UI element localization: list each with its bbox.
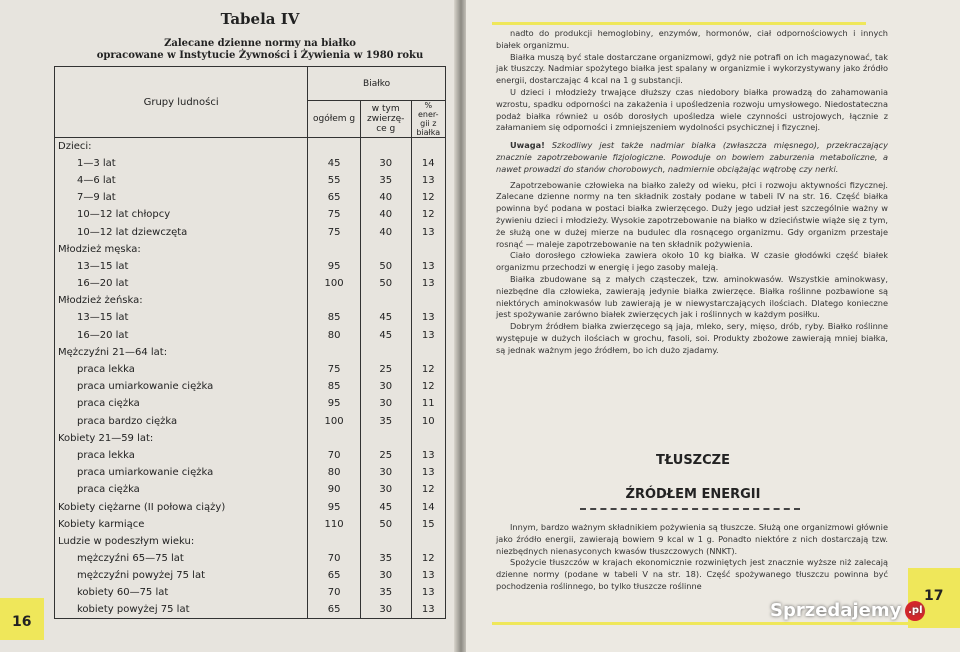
cell-animal: 50 (360, 258, 411, 275)
cell-energy-pct (411, 138, 445, 155)
cell-animal: 35 (360, 413, 411, 430)
cell-total: 55 (308, 172, 361, 189)
cell-energy-pct (411, 344, 445, 361)
table-row (55, 464, 446, 481)
warning-text: Szkodliwy jest także nadmiar białka (zwłaszcza mięsnego), przekraczający znacznie zapotrzebowanie fizjologiczne. Powoduje on bowiem zaburzenia metaboliczne, a nawet prowadzi do stanów chorobowych, nadmiernie obciążając wątrobę czy nerki. (496, 140, 888, 174)
cell-total: 110 (308, 516, 361, 533)
cell-total: 80 (308, 327, 361, 344)
cell-animal: 30 (360, 602, 411, 619)
table-subtitle (60, 38, 460, 62)
cell-energy-pct (411, 430, 445, 447)
row-label: Młodzież żeńska: (55, 292, 308, 309)
table-row (55, 223, 446, 240)
row-label: praca umiarkowanie ciężka (55, 464, 308, 481)
cell-total: 95 (308, 395, 361, 412)
cell-total: 65 (308, 602, 361, 619)
table-row (55, 292, 446, 309)
cell-animal: 25 (360, 447, 411, 464)
subtitle-line-1: Zalecane dzienne normy na białko (164, 38, 356, 49)
cell-energy-pct: 15 (411, 516, 445, 533)
row-label: Kobiety 21—59 lat: (55, 430, 308, 447)
paragraph: Ciało dorosłego człowieka zawiera około 10 kg białka. W czasie głodówki część białek organizmu przechodzi w energię i jego zasoby maleją. (496, 250, 888, 273)
row-label: kobiety 60—75 lat (55, 584, 308, 601)
table-row (55, 533, 446, 550)
cell-animal (360, 533, 411, 550)
row-label: praca ciężka (55, 481, 308, 498)
section-title-1: TŁUSZCZE (656, 453, 730, 468)
bottom-rule (492, 622, 912, 625)
header-protein: Białko (308, 67, 446, 101)
section-heading (568, 453, 818, 503)
cell-total: 70 (308, 550, 361, 567)
cell-total: 65 (308, 567, 361, 584)
cell-total: 95 (308, 258, 361, 275)
cell-energy-pct: 11 (411, 395, 445, 412)
cell-total: 80 (308, 464, 361, 481)
cell-energy-pct: 13 (411, 275, 445, 292)
row-label: Kobiety karmiące (55, 516, 308, 533)
section-divider (580, 508, 800, 510)
header-total: ogółem g (308, 101, 361, 138)
table-row (55, 567, 446, 584)
cell-energy-pct: 13 (411, 258, 445, 275)
cell-energy-pct: 12 (411, 378, 445, 395)
watermark-text: Sprzedajemy (770, 600, 902, 621)
page-number-right: 17 (924, 588, 944, 604)
cell-total: 100 (308, 413, 361, 430)
row-label: 16—20 lat (55, 275, 308, 292)
cell-energy-pct (411, 533, 445, 550)
table-row (55, 378, 446, 395)
cell-animal: 30 (360, 481, 411, 498)
row-label: 10—12 lat dziewczęta (55, 223, 308, 240)
cell-total: 100 (308, 275, 361, 292)
cell-animal: 35 (360, 172, 411, 189)
warning-paragraph (496, 140, 888, 175)
cell-energy-pct: 10 (411, 413, 445, 430)
table-row (55, 602, 446, 619)
cell-total: 45 (308, 155, 361, 172)
cell-animal: 30 (360, 378, 411, 395)
table-row (55, 258, 446, 275)
paragraph: Dobrym źródłem białka zwierzęcego są jaja, mleko, sery, mięso, drób, ryby. Białko roślinne występuje w dużych ilościach w grochu, fasoli, soi. Produkty zbożowe zawierają mniej białka, są jednak ważnym jego źródłem, bo ich dużo zjadamy. (496, 321, 888, 355)
top-rule (492, 22, 866, 25)
row-label: praca lekka (55, 447, 308, 464)
cell-energy-pct: 12 (411, 206, 445, 223)
cell-energy-pct: 13 (411, 567, 445, 584)
cell-animal: 35 (360, 584, 411, 601)
cell-animal: 40 (360, 223, 411, 240)
paragraph: U dzieci i młodzieży trwające dłuższy czas niedobory białka prowadzą do zahamowania wzrostu, spadku odporności na zakażenia i upośledzenia rozwoju umysłowego. Niedostateczna podaż białka również u osób dorosłych upośledza wiele czynności ustrojowych, łącznie z załamaniem się odporności i zmniejszeniem wydolności psychicznej i fizycznej. (496, 86, 888, 133)
cell-energy-pct: 12 (411, 550, 445, 567)
cell-total: 75 (308, 223, 361, 240)
paragraph: Białka muszą być stale dostarczane organizmowi, gdyż nie potrafi on ich magazynować, tak jak tłuszczy. Nadmiar spożytego białka jest spalany w organizmie i wykorzystywany jako źródło energii, dostarczając 4 kcal na 1 g substancji. (496, 51, 888, 86)
cell-energy-pct: 12 (411, 361, 445, 378)
cell-total: 70 (308, 584, 361, 601)
cell-energy-pct (411, 292, 445, 309)
table-row (55, 275, 446, 292)
cell-animal: 50 (360, 275, 411, 292)
cell-energy-pct: 14 (411, 155, 445, 172)
subtitle-line-2: opracowane w Instytucie Żywności i Żywienia w 1980 roku (96, 50, 424, 61)
row-label: Ludzie w podeszłym wieku: (55, 533, 308, 550)
warning-label: Uwaga! (510, 140, 545, 151)
cell-animal: 30 (360, 567, 411, 584)
table-title: Tabela IV (220, 10, 300, 28)
cell-total: 95 (308, 498, 361, 515)
cell-energy-pct: 13 (411, 172, 445, 189)
header-group: Grupy ludności (55, 67, 308, 138)
cell-energy-pct: 13 (411, 464, 445, 481)
header-animal: w tym zwierzę-ce g (360, 101, 411, 138)
table-row (55, 155, 446, 172)
cell-total (308, 292, 361, 309)
row-label: praca lekka (55, 361, 308, 378)
right-text-block-2 (496, 522, 888, 593)
row-label: praca bardzo ciężka (55, 413, 308, 430)
table-row (55, 584, 446, 601)
table-row (55, 413, 446, 430)
table-row (55, 206, 446, 223)
cell-animal: 35 (360, 550, 411, 567)
cell-energy-pct: 13 (411, 584, 445, 601)
paragraph: Zapotrzebowanie człowieka na białko zależy od wieku, płci i rozwoju aktywności fizycznej. Zalecane dzienne normy na ten składnik zostały podane w tabeli IV na str. 16. Część białka powinna być podana w postaci białka zwierzęcego. Duży jego udział jest szczególnie ważny w żywieniu dzieci i młodzieży. Wysokie zapotrzebowanie na białko w dzieciństwie wiąże się z tym, że służą one w dużej mierze na budulec dla rosnącego organizmu. Gdy organizm przestaje rosnąć — maleje zapotrzebowanie na ten składnik pożywienia. (496, 179, 888, 249)
table-row (55, 516, 446, 533)
table-row (55, 189, 446, 206)
row-label: Młodzież męska: (55, 241, 308, 258)
watermark-logo-icon: .pl (905, 601, 925, 621)
cell-animal: 40 (360, 206, 411, 223)
cell-energy-pct: 12 (411, 189, 445, 206)
cell-total (308, 533, 361, 550)
cell-energy-pct: 14 (411, 498, 445, 515)
cell-animal (360, 430, 411, 447)
row-label: 13—15 lat (55, 258, 308, 275)
row-label: 4—6 lat (55, 172, 308, 189)
cell-total: 65 (308, 189, 361, 206)
row-label: Kobiety ciężarne (II połowa ciąży) (55, 498, 308, 515)
cell-energy-pct: 13 (411, 602, 445, 619)
right-text-block-1 (496, 28, 888, 357)
cell-energy-pct: 13 (411, 327, 445, 344)
protein-norms-table (54, 66, 446, 619)
row-label: praca umiarkowanie ciężka (55, 378, 308, 395)
table-body (55, 138, 446, 619)
cell-animal (360, 138, 411, 155)
row-label: mężczyźni 65—75 lat (55, 550, 308, 567)
row-label: Dzieci: (55, 138, 308, 155)
table-row (55, 361, 446, 378)
cell-total: 85 (308, 309, 361, 326)
cell-total (308, 241, 361, 258)
paragraph: Innym, bardzo ważnym składnikiem pożywienia są tłuszcze. Służą one organizmowi głównie jako źródło energii, zawierają bowiem 9 kcal w 1 g. Ponadto niektóre z nich dostarczają tzw. niezbędnych nienasyconych kwasów tłuszczowych (NNKT). (496, 522, 888, 556)
table-row (55, 395, 446, 412)
row-label: Mężczyźni 21—64 lat: (55, 344, 308, 361)
table-row (55, 481, 446, 498)
row-label: mężczyźni powyżej 75 lat (55, 567, 308, 584)
table-row (55, 327, 446, 344)
cell-total: 70 (308, 447, 361, 464)
cell-total (308, 430, 361, 447)
table-row (55, 309, 446, 326)
paragraph: nadto do produkcji hemoglobiny, enzymów, hormonów, ciał odpornościowych i innych białek organizmu. (496, 28, 888, 50)
cell-animal: 50 (360, 516, 411, 533)
cell-animal: 30 (360, 464, 411, 481)
cell-animal (360, 292, 411, 309)
page-number-left: 16 (12, 614, 32, 630)
cell-animal: 25 (360, 361, 411, 378)
paragraph: Białka zbudowane są z małych cząsteczek, tzw. aminokwasów. Wszystkie aminokwasy, niezbędne dla człowieka, zawierają jedynie białka zwierzęce. Białka roślinne pozbawione są niektórych aminokwasów lub zawierają je w niewystarczających ilościach. Dlatego konieczne jest spożywanie zarówno białek zwierzęcych jak i roślinnych w każdym posiłku. (496, 273, 888, 320)
table-row (55, 430, 446, 447)
table-row (55, 241, 446, 258)
cell-total: 85 (308, 378, 361, 395)
row-label: 13—15 lat (55, 309, 308, 326)
row-label: 7—9 lat (55, 189, 308, 206)
cell-animal: 30 (360, 395, 411, 412)
cell-animal: 45 (360, 309, 411, 326)
cell-total: 75 (308, 206, 361, 223)
cell-animal: 40 (360, 189, 411, 206)
cell-total (308, 344, 361, 361)
row-label: 16—20 lat (55, 327, 308, 344)
cell-animal: 30 (360, 155, 411, 172)
cell-animal: 45 (360, 498, 411, 515)
cell-energy-pct: 13 (411, 447, 445, 464)
cell-animal (360, 241, 411, 258)
paragraph: Spożycie tłuszczów w krajach ekonomicznie rozwiniętych jest znacznie wyższe niż zalecają dzienne normy (podane w tabeli V na str. 18). Część spożywanego tłuszczu powinna być pochodzenia roślinnego, bo tylko tłuszcze roślinne (496, 557, 888, 591)
section-title-2: ŹRÓDŁEM ENERGII (625, 487, 761, 502)
table-row (55, 498, 446, 515)
cell-total (308, 138, 361, 155)
row-label: kobiety powyżej 75 lat (55, 602, 308, 619)
cell-total: 90 (308, 481, 361, 498)
cell-total: 75 (308, 361, 361, 378)
row-label: praca ciężka (55, 395, 308, 412)
cell-energy-pct: 13 (411, 223, 445, 240)
row-label: 10—12 lat chłopcy (55, 206, 308, 223)
table-row (55, 550, 446, 567)
cell-energy-pct: 13 (411, 309, 445, 326)
table-row (55, 344, 446, 361)
cell-animal: 45 (360, 327, 411, 344)
cell-energy-pct: 12 (411, 481, 445, 498)
table-row (55, 172, 446, 189)
header-energy-pct: % ener-gii z białka (411, 101, 445, 138)
table-row (55, 138, 446, 155)
table-row (55, 447, 446, 464)
cell-energy-pct (411, 241, 445, 258)
row-label: 1—3 lat (55, 155, 308, 172)
watermark (770, 600, 925, 621)
cell-animal (360, 344, 411, 361)
